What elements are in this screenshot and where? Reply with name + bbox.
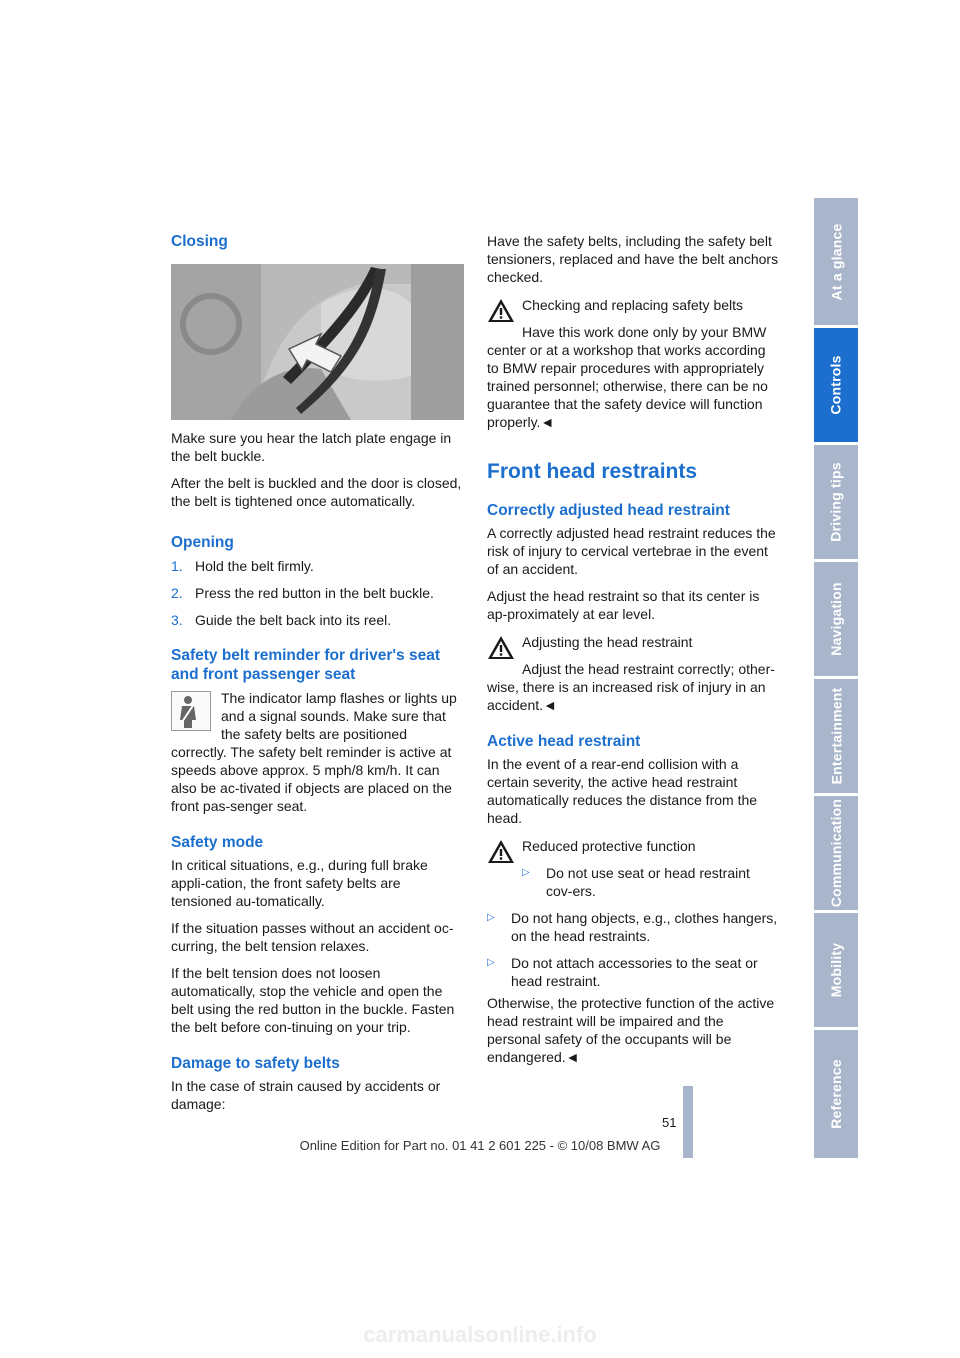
- warning-reduced: [487, 837, 780, 900]
- warning-icon: [487, 635, 515, 660]
- warning-checking-belts: [487, 296, 780, 431]
- intro-paragraph: Have the safety belts, including the safety belt tensioners, replaced and have the belt anchors checked.: [487, 233, 779, 285]
- bullet-arrow-icon: ▷: [487, 957, 495, 968]
- opening-heading: Opening: [171, 534, 234, 551]
- list-item: 2. Press the red button in the belt buckle.: [171, 585, 434, 601]
- side-tab-driving-tips[interactable]: Driving tips: [814, 445, 858, 559]
- active-heading: Active head restraint: [487, 733, 641, 750]
- side-tab-navigation[interactable]: Navigation: [814, 562, 858, 676]
- opening-steps: [171, 557, 464, 629]
- side-tab-mobility[interactable]: Mobility: [814, 913, 858, 1027]
- list-item: 3. Guide the belt back into its reel.: [171, 612, 392, 628]
- front-head-restraints-heading: Front head restraints: [487, 460, 698, 483]
- safety-mode-p2: If the situation passes without an accident oc-curring, the belt tension relaxes.: [171, 920, 454, 954]
- reminder-block: [171, 689, 464, 815]
- page-number: 51: [662, 1115, 677, 1130]
- watermark: carmanualsonline.info: [363, 1322, 597, 1347]
- warning-icon: [487, 298, 515, 323]
- correct-p1: A correctly adjusted head restraint reduces the risk of injury to cervical vertebrae in the event of an accident.: [487, 525, 776, 577]
- warning-body: Adjust the head restraint correctly; other-wise, there is an increased risk of injury in an accident.◄: [487, 661, 775, 713]
- side-tab-reference[interactable]: Reference: [814, 1030, 858, 1158]
- safety-mode-heading: Safety mode: [171, 834, 264, 851]
- footer-text: Online Edition for Part no. 01 41 2 601 225 - © 10/08 BMW AG: [299, 1138, 661, 1153]
- active-p1: In the event of a rear-end collision with a certain severity, the active head restraint automatically reduces the distance from the head.: [487, 756, 758, 826]
- side-tab-entertainment[interactable]: Entertainment: [814, 679, 858, 793]
- list-item: 1. Hold the belt firmly.: [171, 558, 314, 574]
- side-tab-at-a-glance[interactable]: At a glance: [814, 198, 858, 325]
- damage-heading: Damage to safety belts: [171, 1055, 340, 1072]
- list-item: ▷ Do not hang objects, e.g., clothes hangers, on the head restraints.: [487, 910, 778, 944]
- safety-mode-p3: If the belt tension does not loosen automatically, stop the vehicle and open the belt using the red button in the buckle. Fasten the belt before con-tinuing on your trip.: [171, 965, 455, 1035]
- seatbelt-reminder-icon: [171, 691, 211, 731]
- reminder-body: The indicator lamp flashes or lights up and a signal sounds. Make sure that the safety belts are positioned correctly. The safety belt reminder is active at speeds above approx. 5 mph/8 km/h. It can also be ac-tivated if objects are placed on the front pas-senger seat.: [171, 690, 457, 814]
- warning-title: Reduced protective function: [522, 838, 696, 854]
- bullet-arrow-icon: ▷: [487, 912, 495, 923]
- closing-p1: Make sure you hear the latch plate engage in the belt buckle.: [171, 430, 452, 464]
- reminder-heading: Safety belt reminder for driver's seat and front passenger seat: [171, 647, 441, 683]
- damage-p1: In the case of strain caused by accidents or damage:: [171, 1078, 441, 1112]
- side-tab-communication[interactable]: Communication: [814, 796, 858, 910]
- seat-belt-closing-photo: [171, 264, 464, 420]
- closing-heading: Closing: [171, 233, 228, 250]
- left-column: [171, 232, 464, 1113]
- correct-heading: Correctly adjusted head restraint: [487, 502, 730, 519]
- side-tab-controls[interactable]: Controls: [814, 328, 858, 442]
- list-item: ▷ Do not use seat or head restraint cov-ers.: [522, 865, 750, 899]
- correct-p2: Adjust the head restraint so that its center is ap-proximately at ear level.: [487, 588, 760, 622]
- warning-title: Adjusting the head restraint: [522, 634, 693, 650]
- safety-mode-p1: In critical situations, e.g., during full brake appli-cation, the front safety belts are tensioned au-tomatically.: [171, 857, 428, 909]
- bullet-arrow-icon: ▷: [522, 867, 530, 878]
- warning-adjusting: [487, 633, 780, 714]
- right-column: [487, 232, 780, 1066]
- warning-title: Checking and replacing safety belts: [522, 297, 744, 313]
- warning-body: Have this work done only by your BMW center or at a workshop that works according to BMW repair procedures with appropriately trained personnel; otherwise, there can be no guarantee that the safety device will function properly.◄: [487, 324, 768, 430]
- warning-closing: Otherwise, the protective function of the active head restraint will be impaired and the personal safety of the occupants will be endangered.◄: [487, 995, 775, 1065]
- closing-p2: After the belt is buckled and the door is closed, the belt is tightened once automatically.: [171, 475, 462, 509]
- list-item: ▷ Do not attach accessories to the seat or head restraint.: [487, 955, 758, 989]
- warning-icon: [487, 839, 515, 864]
